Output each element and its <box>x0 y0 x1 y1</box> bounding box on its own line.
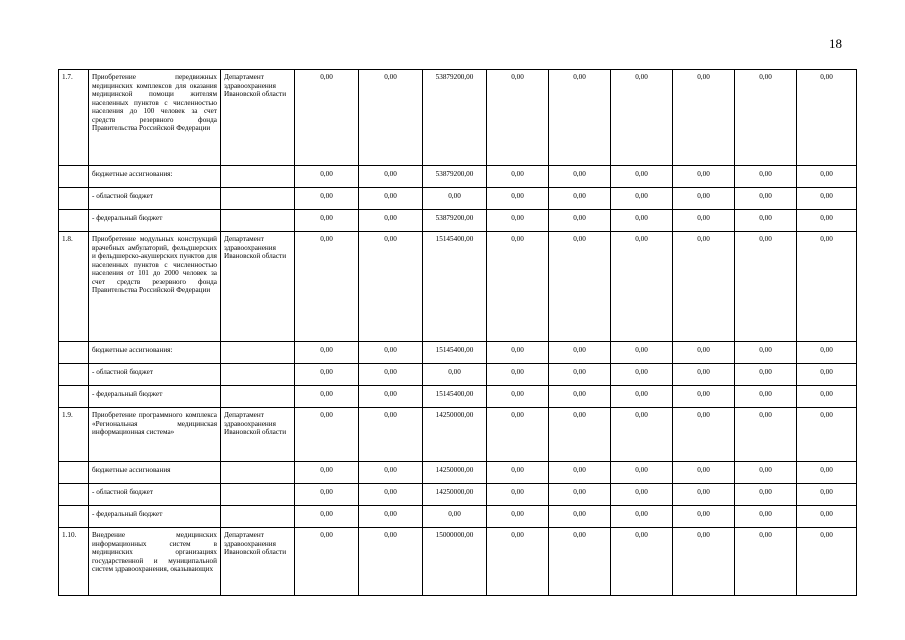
budget-table <box>58 69 857 596</box>
table-subrow <box>59 506 857 528</box>
table-subrow <box>59 342 857 364</box>
empty-number-cell <box>59 342 89 364</box>
amount-cell: 0,00 <box>797 462 857 484</box>
amount-cell: 0,00 <box>549 342 611 364</box>
funding-label-cell: - федеральный бюджет <box>89 386 221 408</box>
amount-cell: 15000000,00 <box>423 528 487 596</box>
amount-cell: 0,00 <box>295 210 359 232</box>
amount-cell: 0,00 <box>359 70 423 166</box>
amount-cell: 0,00 <box>295 342 359 364</box>
amount-cell: 0,00 <box>487 364 549 386</box>
amount-cell: 0,00 <box>673 188 735 210</box>
funding-label-cell: бюджетные ассигнования: <box>89 166 221 188</box>
amount-cell: 0,00 <box>735 342 797 364</box>
amount-cell: 0,00 <box>611 364 673 386</box>
table-subrow <box>59 386 857 408</box>
amount-cell: 15145400,00 <box>423 386 487 408</box>
amount-cell: 0,00 <box>295 166 359 188</box>
amount-cell: 0,00 <box>295 528 359 596</box>
amount-cell: 0,00 <box>797 70 857 166</box>
amount-cell: 53879200,00 <box>423 70 487 166</box>
empty-executor-cell <box>221 462 295 484</box>
amount-cell: 0,00 <box>549 166 611 188</box>
table-row <box>59 528 857 596</box>
amount-cell: 0,00 <box>673 484 735 506</box>
amount-cell: 0,00 <box>423 364 487 386</box>
amount-cell: 0,00 <box>611 166 673 188</box>
amount-cell: 0,00 <box>797 408 857 462</box>
amount-cell: 0,00 <box>735 528 797 596</box>
amount-cell: 0,00 <box>735 462 797 484</box>
empty-executor-cell <box>221 364 295 386</box>
amount-cell: 0,00 <box>735 210 797 232</box>
empty-number-cell <box>59 364 89 386</box>
item-name-cell: Приобретение передвижных медицинских комплексов для оказания медицинской помощи жителям населенных пунктов с численностью населения до 100 человек за счет средств резервного фонда Правительства Российской Федерации <box>89 70 221 166</box>
amount-cell: 0,00 <box>735 386 797 408</box>
amount-cell: 0,00 <box>673 342 735 364</box>
amount-cell: 0,00 <box>673 528 735 596</box>
amount-cell: 0,00 <box>487 210 549 232</box>
amount-cell: 0,00 <box>423 506 487 528</box>
amount-cell: 0,00 <box>735 364 797 386</box>
table-body <box>59 70 857 596</box>
amount-cell: 0,00 <box>673 232 735 342</box>
amount-cell: 0,00 <box>359 342 423 364</box>
amount-cell: 0,00 <box>611 210 673 232</box>
amount-cell: 0,00 <box>735 188 797 210</box>
item-number-cell: 1.9. <box>59 408 89 462</box>
funding-label-cell: - областной бюджет <box>89 364 221 386</box>
amount-cell: 0,00 <box>359 166 423 188</box>
item-name-cell: Приобретение программного комплекса «Региональная медицинская информационная система» <box>89 408 221 462</box>
executor-cell: Департамент здравоохранения Ивановской области <box>221 70 295 166</box>
amount-cell: 0,00 <box>673 210 735 232</box>
amount-cell: 0,00 <box>673 506 735 528</box>
amount-cell: 0,00 <box>487 342 549 364</box>
empty-executor-cell <box>221 166 295 188</box>
amount-cell: 0,00 <box>673 70 735 166</box>
table-subrow <box>59 166 857 188</box>
amount-cell: 0,00 <box>735 166 797 188</box>
amount-cell: 0,00 <box>797 364 857 386</box>
amount-cell: 0,00 <box>359 364 423 386</box>
empty-number-cell <box>59 386 89 408</box>
item-name-cell: Внедрение медицинских информационных систем в медицинских организациях государственной и муниципальной систем здравоохранения, оказывающих <box>89 528 221 596</box>
amount-cell: 0,00 <box>487 70 549 166</box>
empty-number-cell <box>59 484 89 506</box>
amount-cell: 0,00 <box>797 232 857 342</box>
amount-cell: 0,00 <box>797 166 857 188</box>
amount-cell: 0,00 <box>735 232 797 342</box>
empty-number-cell <box>59 462 89 484</box>
amount-cell: 0,00 <box>295 364 359 386</box>
funding-label-cell: - областной бюджет <box>89 188 221 210</box>
table-row <box>59 70 857 166</box>
funding-label-cell: - областной бюджет <box>89 484 221 506</box>
amount-cell: 0,00 <box>295 386 359 408</box>
empty-executor-cell <box>221 342 295 364</box>
executor-cell: Департамент здравоохранения Ивановской области <box>221 528 295 596</box>
amount-cell: 0,00 <box>487 462 549 484</box>
amount-cell: 0,00 <box>487 484 549 506</box>
amount-cell: 0,00 <box>549 506 611 528</box>
amount-cell: 0,00 <box>611 342 673 364</box>
amount-cell: 0,00 <box>549 408 611 462</box>
amount-cell: 0,00 <box>359 232 423 342</box>
amount-cell: 0,00 <box>295 506 359 528</box>
executor-cell: Департамент здравоохранения Ивановской области <box>221 408 295 462</box>
empty-executor-cell <box>221 188 295 210</box>
amount-cell: 0,00 <box>487 232 549 342</box>
table-row <box>59 408 857 462</box>
funding-label-cell: бюджетные ассигнования: <box>89 342 221 364</box>
table-subrow <box>59 462 857 484</box>
amount-cell: 0,00 <box>797 188 857 210</box>
empty-number-cell <box>59 506 89 528</box>
amount-cell: 0,00 <box>611 506 673 528</box>
amount-cell: 0,00 <box>549 188 611 210</box>
amount-cell: 0,00 <box>735 484 797 506</box>
table-subrow <box>59 364 857 386</box>
amount-cell: 0,00 <box>487 188 549 210</box>
amount-cell: 0,00 <box>359 506 423 528</box>
amount-cell: 0,00 <box>611 462 673 484</box>
amount-cell: 0,00 <box>797 506 857 528</box>
amount-cell: 0,00 <box>295 188 359 210</box>
amount-cell: 0,00 <box>549 210 611 232</box>
page-number: 18 <box>829 36 842 51</box>
amount-cell: 0,00 <box>295 408 359 462</box>
amount-cell: 0,00 <box>735 506 797 528</box>
amount-cell: 0,00 <box>359 408 423 462</box>
amount-cell: 0,00 <box>797 528 857 596</box>
item-number-cell: 1.10. <box>59 528 89 596</box>
empty-executor-cell <box>221 386 295 408</box>
amount-cell: 0,00 <box>611 188 673 210</box>
amount-cell: 0,00 <box>295 232 359 342</box>
amount-cell: 0,00 <box>797 342 857 364</box>
amount-cell: 0,00 <box>673 462 735 484</box>
amount-cell: 0,00 <box>359 210 423 232</box>
amount-cell: 0,00 <box>735 408 797 462</box>
amount-cell: 0,00 <box>797 210 857 232</box>
amount-cell: 0,00 <box>673 166 735 188</box>
funding-label-cell: - федеральный бюджет <box>89 210 221 232</box>
amount-cell: 0,00 <box>611 408 673 462</box>
amount-cell: 0,00 <box>295 462 359 484</box>
empty-executor-cell <box>221 506 295 528</box>
amount-cell: 0,00 <box>359 462 423 484</box>
funding-label-cell: - федеральный бюджет <box>89 506 221 528</box>
amount-cell: 0,00 <box>549 70 611 166</box>
empty-number-cell <box>59 166 89 188</box>
item-number-cell: 1.8. <box>59 232 89 342</box>
amount-cell: 53879200,00 <box>423 210 487 232</box>
amount-cell: 0,00 <box>611 528 673 596</box>
amount-cell: 0,00 <box>359 484 423 506</box>
amount-cell: 0,00 <box>359 528 423 596</box>
amount-cell: 14250000,00 <box>423 484 487 506</box>
amount-cell: 0,00 <box>735 70 797 166</box>
amount-cell: 53879200,00 <box>423 166 487 188</box>
amount-cell: 0,00 <box>611 70 673 166</box>
amount-cell: 0,00 <box>487 166 549 188</box>
amount-cell: 0,00 <box>549 528 611 596</box>
amount-cell: 0,00 <box>611 386 673 408</box>
empty-executor-cell <box>221 484 295 506</box>
amount-cell: 0,00 <box>487 506 549 528</box>
amount-cell: 0,00 <box>295 70 359 166</box>
amount-cell: 0,00 <box>359 188 423 210</box>
amount-cell: 0,00 <box>549 462 611 484</box>
amount-cell: 0,00 <box>673 386 735 408</box>
amount-cell: 0,00 <box>611 232 673 342</box>
amount-cell: 0,00 <box>673 364 735 386</box>
table-subrow <box>59 188 857 210</box>
amount-cell: 14250000,00 <box>423 462 487 484</box>
funding-label-cell: бюджетные ассигнования <box>89 462 221 484</box>
amount-cell: 0,00 <box>797 484 857 506</box>
amount-cell: 15145400,00 <box>423 342 487 364</box>
amount-cell: 0,00 <box>549 386 611 408</box>
amount-cell: 0,00 <box>549 484 611 506</box>
amount-cell: 15145400,00 <box>423 232 487 342</box>
empty-number-cell <box>59 188 89 210</box>
amount-cell: 0,00 <box>611 484 673 506</box>
executor-cell: Департамент здравоохранения Ивановской области <box>221 232 295 342</box>
amount-cell: 0,00 <box>423 188 487 210</box>
amount-cell: 0,00 <box>549 232 611 342</box>
item-name-cell: Приобретение модульных конструкций врачебных амбулаторий, фельдшерских и фельдшерско-акушерских пунктов для населенных пунктов с численностью населения от 101 до 2000 человек за счет средств резервного фонда Правительства Российской Федерации <box>89 232 221 342</box>
empty-number-cell <box>59 210 89 232</box>
amount-cell: 0,00 <box>487 528 549 596</box>
amount-cell: 0,00 <box>487 408 549 462</box>
amount-cell: 0,00 <box>673 408 735 462</box>
table-row <box>59 232 857 342</box>
amount-cell: 14250000,00 <box>423 408 487 462</box>
amount-cell: 0,00 <box>359 386 423 408</box>
table-subrow <box>59 484 857 506</box>
amount-cell: 0,00 <box>295 484 359 506</box>
item-number-cell: 1.7. <box>59 70 89 166</box>
amount-cell: 0,00 <box>797 386 857 408</box>
empty-executor-cell <box>221 210 295 232</box>
table-subrow <box>59 210 857 232</box>
amount-cell: 0,00 <box>487 386 549 408</box>
amount-cell: 0,00 <box>549 364 611 386</box>
